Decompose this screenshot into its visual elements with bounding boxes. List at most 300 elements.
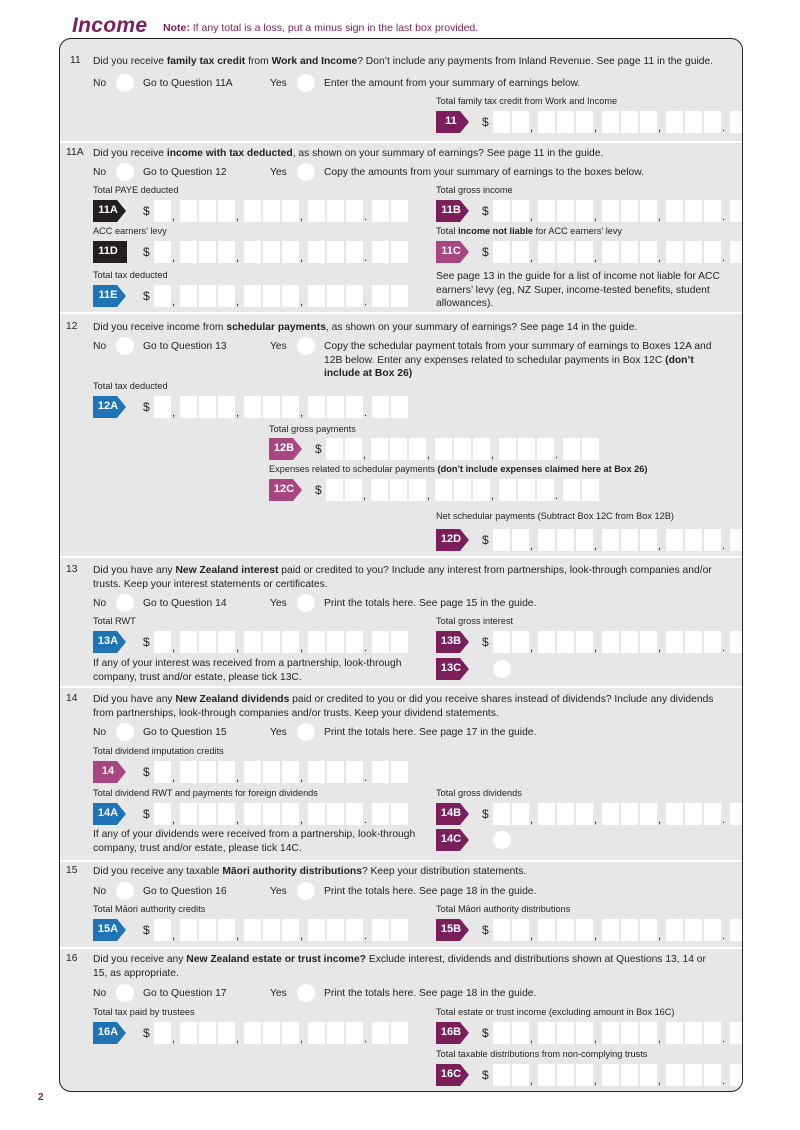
- digit-cell[interactable]: [282, 761, 299, 783]
- digit-cell[interactable]: [180, 396, 197, 418]
- digit-cell[interactable]: [621, 1064, 638, 1086]
- box-14-badge: 14: [93, 761, 127, 783]
- digit-cell[interactable]: [263, 631, 280, 653]
- digit-cell[interactable]: [263, 241, 280, 263]
- digit-cell[interactable]: [557, 631, 574, 653]
- digit-cell[interactable]: [640, 241, 657, 263]
- yes-radio[interactable]: [297, 337, 315, 355]
- box-11b-input[interactable]: [493, 200, 743, 222]
- digit-cell[interactable]: [346, 241, 363, 263]
- box-16c-badge: 16C: [436, 1064, 470, 1086]
- digit-cell[interactable]: [308, 631, 325, 653]
- yes-radio[interactable]: [297, 984, 315, 1002]
- cents-cell[interactable]: [372, 803, 389, 825]
- digit-cell[interactable]: [666, 111, 683, 133]
- digit-cell[interactable]: [621, 200, 638, 222]
- digit-cell[interactable]: [538, 200, 555, 222]
- box-13c-tick[interactable]: [493, 660, 511, 678]
- digit-cell[interactable]: [199, 200, 216, 222]
- cents-cell[interactable]: [391, 631, 408, 653]
- digit-cell[interactable]: [704, 631, 721, 653]
- digit-cell[interactable]: [621, 919, 638, 941]
- digit-cell[interactable]: [218, 200, 235, 222]
- yes-radio[interactable]: [297, 723, 315, 741]
- digit-cell[interactable]: [685, 803, 702, 825]
- digit-cell[interactable]: [282, 919, 299, 941]
- digit-cell[interactable]: [180, 285, 197, 307]
- digit-cell[interactable]: [327, 200, 344, 222]
- digit-cell[interactable]: [180, 200, 197, 222]
- digit-cell[interactable]: [512, 111, 529, 133]
- digit-cell[interactable]: [180, 1022, 197, 1044]
- digit-cell[interactable]: [557, 200, 574, 222]
- digit-cell[interactable]: [518, 479, 535, 501]
- digit-cell[interactable]: [538, 529, 555, 551]
- digit-cell[interactable]: [512, 241, 529, 263]
- digit-cell[interactable]: [493, 111, 510, 133]
- digit-cell[interactable]: [666, 919, 683, 941]
- box-12a-input[interactable]: [154, 396, 410, 418]
- digit-cell[interactable]: [308, 241, 325, 263]
- digit-cell[interactable]: [327, 803, 344, 825]
- digit-cell[interactable]: [621, 1022, 638, 1044]
- box-13c-badge: 13C: [436, 658, 470, 680]
- digit-cell[interactable]: [180, 631, 197, 653]
- digit-cell[interactable]: [218, 285, 235, 307]
- box-15b-input[interactable]: [493, 919, 743, 941]
- digit-cell[interactable]: [602, 1022, 619, 1044]
- digit-cell[interactable]: [621, 111, 638, 133]
- digit-cell[interactable]: [346, 631, 363, 653]
- digit-cell[interactable]: [704, 241, 721, 263]
- digit-cell[interactable]: [346, 285, 363, 307]
- digit-cell[interactable]: [602, 631, 619, 653]
- no-radio[interactable]: [116, 723, 134, 741]
- digit-cell[interactable]: [154, 761, 171, 783]
- cents-cell[interactable]: [372, 241, 389, 263]
- digit-cell[interactable]: [602, 111, 619, 133]
- thousands-separator: ,: [300, 930, 304, 942]
- digit-cell[interactable]: [512, 1022, 529, 1044]
- digit-cell[interactable]: [435, 479, 452, 501]
- digit-cell[interactable]: [282, 241, 299, 263]
- digit-cell[interactable]: [576, 200, 593, 222]
- digit-cell[interactable]: [512, 529, 529, 551]
- interest-note: If any of your interest was received from a partnership, look-through company, trust and/or estate, please tick 13C.: [93, 658, 402, 683]
- digit-cell[interactable]: [557, 919, 574, 941]
- digit-cell[interactable]: [263, 1022, 280, 1044]
- digit-cell[interactable]: [154, 285, 171, 307]
- digit-cell[interactable]: [640, 1064, 657, 1086]
- digit-cell[interactable]: [538, 803, 555, 825]
- digit-cell[interactable]: [557, 1022, 574, 1044]
- no-radio[interactable]: [116, 163, 134, 181]
- digit-cell[interactable]: [180, 241, 197, 263]
- box-14b-input[interactable]: [493, 803, 743, 825]
- thousands-separator: ,: [530, 930, 534, 942]
- digit-cell[interactable]: [244, 919, 261, 941]
- box-11d-badge: 11D: [93, 241, 127, 263]
- digit-cell[interactable]: [666, 241, 683, 263]
- digit-cell[interactable]: [538, 631, 555, 653]
- digit-cell[interactable]: [576, 803, 593, 825]
- digit-cell[interactable]: [640, 1022, 657, 1044]
- digit-cell[interactable]: [512, 803, 529, 825]
- digit-cell[interactable]: [640, 111, 657, 133]
- digit-cell[interactable]: [454, 479, 471, 501]
- cents-cell[interactable]: [372, 919, 389, 941]
- cents-cell[interactable]: [730, 200, 743, 222]
- digit-cell[interactable]: [308, 200, 325, 222]
- digit-cell[interactable]: [685, 919, 702, 941]
- digit-cell[interactable]: [576, 1022, 593, 1044]
- digit-cell[interactable]: [685, 111, 702, 133]
- digit-cell[interactable]: [282, 396, 299, 418]
- digit-cell[interactable]: [263, 285, 280, 307]
- digit-cell[interactable]: [244, 241, 261, 263]
- yes-radio[interactable]: [297, 163, 315, 181]
- yes-instruction: Print the totals here. See page 18 in the guide.: [324, 988, 537, 999]
- digit-cell[interactable]: [557, 1064, 574, 1086]
- digit-cell[interactable]: [704, 1064, 721, 1086]
- digit-cell[interactable]: [218, 803, 235, 825]
- digit-cell[interactable]: [704, 200, 721, 222]
- digit-cell[interactable]: [557, 803, 574, 825]
- digit-cell[interactable]: [640, 631, 657, 653]
- digit-cell[interactable]: [602, 803, 619, 825]
- digit-cell[interactable]: [327, 631, 344, 653]
- digit-cell[interactable]: [454, 438, 471, 460]
- yes-radio[interactable]: [297, 882, 315, 900]
- digit-cell[interactable]: [327, 761, 344, 783]
- digit-cell[interactable]: [308, 919, 325, 941]
- digit-cell[interactable]: [346, 761, 363, 783]
- digit-cell[interactable]: [493, 631, 510, 653]
- no-instruction: Go to Question 16: [143, 886, 227, 897]
- box-16a-input[interactable]: [154, 1022, 410, 1044]
- digit-cell[interactable]: [390, 479, 407, 501]
- digit-cell[interactable]: [640, 919, 657, 941]
- digit-cell[interactable]: [218, 1022, 235, 1044]
- digit-cell[interactable]: [537, 438, 554, 460]
- digit-cell[interactable]: [346, 1022, 363, 1044]
- cents-cell[interactable]: [391, 761, 408, 783]
- cents-cell[interactable]: [730, 111, 743, 133]
- digit-cell[interactable]: [537, 479, 554, 501]
- digit-cell[interactable]: [602, 919, 619, 941]
- digit-cell[interactable]: [666, 803, 683, 825]
- thousands-separator: ,: [236, 1033, 240, 1045]
- digit-cell[interactable]: [499, 479, 516, 501]
- digit-cell[interactable]: [371, 438, 388, 460]
- cents-cell[interactable]: [391, 919, 408, 941]
- digit-cell[interactable]: [666, 1022, 683, 1044]
- digit-cell[interactable]: [621, 529, 638, 551]
- digit-cell[interactable]: [512, 919, 529, 941]
- box-13a-input[interactable]: [154, 631, 410, 653]
- digit-cell[interactable]: [512, 200, 529, 222]
- digit-cell[interactable]: [602, 200, 619, 222]
- digit-cell[interactable]: [244, 396, 261, 418]
- cents-cell[interactable]: [372, 200, 389, 222]
- digit-cell[interactable]: [704, 529, 721, 551]
- yes-radio[interactable]: [297, 74, 315, 92]
- digit-cell[interactable]: [308, 1022, 325, 1044]
- cents-cell[interactable]: [391, 241, 408, 263]
- box-11c-input[interactable]: [493, 241, 743, 263]
- box-15b-label: Total Māori authority distributions: [436, 904, 571, 914]
- digit-cell[interactable]: [493, 529, 510, 551]
- digit-cell[interactable]: [390, 438, 407, 460]
- digit-cell[interactable]: [199, 285, 216, 307]
- box-12c-input[interactable]: [326, 479, 601, 501]
- digit-cell[interactable]: [538, 111, 555, 133]
- digit-cell[interactable]: [180, 919, 197, 941]
- no-radio[interactable]: [116, 74, 134, 92]
- digit-cell[interactable]: [154, 241, 171, 263]
- digit-cell[interactable]: [218, 241, 235, 263]
- digit-cell[interactable]: [704, 1022, 721, 1044]
- digit-cell[interactable]: [576, 529, 593, 551]
- digit-cell[interactable]: [435, 438, 452, 460]
- digit-cell[interactable]: [180, 803, 197, 825]
- digit-cell[interactable]: [327, 396, 344, 418]
- digit-cell[interactable]: [154, 200, 171, 222]
- cents-cell[interactable]: [730, 803, 743, 825]
- digit-cell[interactable]: [704, 803, 721, 825]
- digit-cell[interactable]: [327, 285, 344, 307]
- cents-cell[interactable]: [391, 1022, 408, 1044]
- cents-cell[interactable]: [730, 1022, 743, 1044]
- box-14-label: Total dividend imputation credits: [93, 746, 224, 756]
- digit-cell[interactable]: [640, 529, 657, 551]
- digit-cell[interactable]: [308, 803, 325, 825]
- box-11e-input[interactable]: [154, 285, 410, 307]
- digit-cell[interactable]: [199, 396, 216, 418]
- digit-cell[interactable]: [345, 438, 362, 460]
- cents-cell[interactable]: [563, 479, 580, 501]
- digit-cell[interactable]: [493, 1064, 510, 1086]
- digit-cell[interactable]: [512, 1064, 529, 1086]
- digit-cell[interactable]: [218, 761, 235, 783]
- digit-cell[interactable]: [493, 200, 510, 222]
- digit-cell[interactable]: [371, 479, 388, 501]
- digit-cell[interactable]: [640, 200, 657, 222]
- digit-cell[interactable]: [576, 111, 593, 133]
- digit-cell[interactable]: [576, 631, 593, 653]
- digit-cell[interactable]: [557, 111, 574, 133]
- digit-cell[interactable]: [538, 919, 555, 941]
- digit-cell[interactable]: [685, 241, 702, 263]
- cents-cell[interactable]: [391, 285, 408, 307]
- digit-cell[interactable]: [576, 1064, 593, 1086]
- cents-cell[interactable]: [372, 396, 389, 418]
- digit-cell[interactable]: [499, 438, 516, 460]
- yes-radio[interactable]: [297, 594, 315, 612]
- digit-cell[interactable]: [493, 1022, 510, 1044]
- box-16c-input[interactable]: [493, 1064, 743, 1086]
- cents-cell[interactable]: [730, 919, 743, 941]
- digit-cell[interactable]: [180, 761, 197, 783]
- digit-cell[interactable]: [218, 631, 235, 653]
- digit-cell[interactable]: [576, 919, 593, 941]
- digit-cell[interactable]: [282, 631, 299, 653]
- no-radio[interactable]: [116, 984, 134, 1002]
- digit-cell[interactable]: [473, 438, 490, 460]
- cents-cell[interactable]: [372, 631, 389, 653]
- digit-cell[interactable]: [308, 285, 325, 307]
- digit-cell[interactable]: [685, 1022, 702, 1044]
- cents-cell[interactable]: [391, 396, 408, 418]
- digit-cell[interactable]: [346, 919, 363, 941]
- digit-cell[interactable]: [602, 241, 619, 263]
- digit-cell[interactable]: [199, 761, 216, 783]
- cents-cell[interactable]: [730, 631, 743, 653]
- digit-cell[interactable]: [640, 803, 657, 825]
- box-16c-label: Total taxable distributions from non-complying trusts: [436, 1049, 648, 1059]
- no-instruction: Go to Question 14: [143, 598, 227, 609]
- digit-cell[interactable]: [199, 241, 216, 263]
- digit-cell[interactable]: [199, 803, 216, 825]
- divider: [60, 556, 742, 558]
- digit-cell[interactable]: [685, 200, 702, 222]
- digit-cell[interactable]: [154, 803, 171, 825]
- digit-cell[interactable]: [557, 241, 574, 263]
- digit-cell[interactable]: [409, 438, 426, 460]
- cents-cell[interactable]: [582, 438, 599, 460]
- cents-cell[interactable]: [563, 438, 580, 460]
- digit-cell[interactable]: [538, 1022, 555, 1044]
- cents-cell[interactable]: [391, 803, 408, 825]
- box-11-input[interactable]: [493, 111, 743, 133]
- cents-cell[interactable]: [582, 479, 599, 501]
- digit-cell[interactable]: [327, 241, 344, 263]
- no-radio[interactable]: [116, 594, 134, 612]
- digit-cell[interactable]: [493, 241, 510, 263]
- digit-cell[interactable]: [263, 200, 280, 222]
- digit-cell[interactable]: [666, 529, 683, 551]
- digit-cell[interactable]: [685, 1064, 702, 1086]
- digit-cell[interactable]: [218, 396, 235, 418]
- digit-cell[interactable]: [199, 631, 216, 653]
- digit-cell[interactable]: [576, 241, 593, 263]
- cents-cell[interactable]: [730, 241, 743, 263]
- box-14-input[interactable]: [154, 761, 410, 783]
- digit-cell[interactable]: [154, 631, 171, 653]
- cents-cell[interactable]: [372, 1022, 389, 1044]
- box-12b-input[interactable]: [326, 438, 601, 460]
- cents-cell[interactable]: [391, 200, 408, 222]
- digit-cell[interactable]: [218, 919, 235, 941]
- digit-cell[interactable]: [327, 1022, 344, 1044]
- digit-cell[interactable]: [346, 396, 363, 418]
- digit-cell[interactable]: [621, 241, 638, 263]
- box-15b-badge: 15B: [436, 919, 470, 941]
- digit-cell[interactable]: [704, 111, 721, 133]
- box-11a-input[interactable]: [154, 200, 410, 222]
- digit-cell[interactable]: [557, 529, 574, 551]
- digit-cell[interactable]: [666, 200, 683, 222]
- digit-cell[interactable]: [244, 1022, 261, 1044]
- digit-cell[interactable]: [244, 285, 261, 307]
- digit-cell[interactable]: [263, 761, 280, 783]
- digit-cell[interactable]: [199, 919, 216, 941]
- cents-cell[interactable]: [730, 529, 743, 551]
- digit-cell[interactable]: [666, 631, 683, 653]
- cents-cell[interactable]: [372, 761, 389, 783]
- digit-cell[interactable]: [244, 200, 261, 222]
- decimal-point: .: [722, 211, 726, 223]
- digit-cell[interactable]: [327, 919, 344, 941]
- digit-cell[interactable]: [512, 631, 529, 653]
- digit-cell[interactable]: [685, 631, 702, 653]
- digit-cell[interactable]: [538, 1064, 555, 1086]
- digit-cell[interactable]: [244, 761, 261, 783]
- box-13b-input[interactable]: [493, 631, 743, 653]
- digit-cell[interactable]: [602, 529, 619, 551]
- digit-cell[interactable]: [326, 479, 343, 501]
- question-number: 11A: [66, 147, 84, 158]
- digit-cell[interactable]: [704, 919, 721, 941]
- digit-cell[interactable]: [282, 285, 299, 307]
- digit-cell[interactable]: [282, 1022, 299, 1044]
- digit-cell[interactable]: [263, 919, 280, 941]
- no-radio[interactable]: [116, 882, 134, 900]
- box-11d-input[interactable]: [154, 241, 410, 263]
- cents-cell[interactable]: [372, 285, 389, 307]
- digit-cell[interactable]: [346, 200, 363, 222]
- digit-cell[interactable]: [244, 631, 261, 653]
- box-14a-input[interactable]: [154, 803, 410, 825]
- digit-cell[interactable]: [621, 631, 638, 653]
- digit-cell[interactable]: [538, 241, 555, 263]
- digit-cell[interactable]: [244, 803, 261, 825]
- digit-cell[interactable]: [493, 919, 510, 941]
- no-radio[interactable]: [116, 337, 134, 355]
- digit-cell[interactable]: [346, 803, 363, 825]
- digit-cell[interactable]: [154, 396, 171, 418]
- digit-cell[interactable]: [326, 438, 343, 460]
- box-14c-tick[interactable]: [493, 831, 511, 849]
- digit-cell[interactable]: [154, 919, 171, 941]
- digit-cell[interactable]: [621, 803, 638, 825]
- digit-cell[interactable]: [666, 1064, 683, 1086]
- digit-cell[interactable]: [308, 761, 325, 783]
- box-11b-label: Total gross income: [436, 185, 513, 195]
- digit-cell[interactable]: [308, 396, 325, 418]
- thousands-separator: ,: [594, 211, 598, 223]
- digit-cell[interactable]: [345, 479, 362, 501]
- decimal-point: .: [722, 1033, 726, 1045]
- box-12d-input[interactable]: [493, 529, 743, 551]
- box-15a-input[interactable]: [154, 919, 410, 941]
- digit-cell[interactable]: [282, 200, 299, 222]
- digit-cell[interactable]: [602, 1064, 619, 1086]
- digit-cell[interactable]: [685, 529, 702, 551]
- digit-cell[interactable]: [282, 803, 299, 825]
- digit-cell[interactable]: [473, 479, 490, 501]
- box-16b-input[interactable]: [493, 1022, 743, 1044]
- digit-cell[interactable]: [409, 479, 426, 501]
- cents-cell[interactable]: [730, 1064, 743, 1086]
- digit-cell[interactable]: [199, 1022, 216, 1044]
- digit-cell[interactable]: [263, 803, 280, 825]
- digit-cell[interactable]: [493, 803, 510, 825]
- digit-cell[interactable]: [263, 396, 280, 418]
- digit-cell[interactable]: [154, 1022, 171, 1044]
- digit-cell[interactable]: [518, 438, 535, 460]
- box-12c-label: Expenses related to schedular payments (don’t include expenses claimed here at Box 26): [269, 464, 648, 474]
